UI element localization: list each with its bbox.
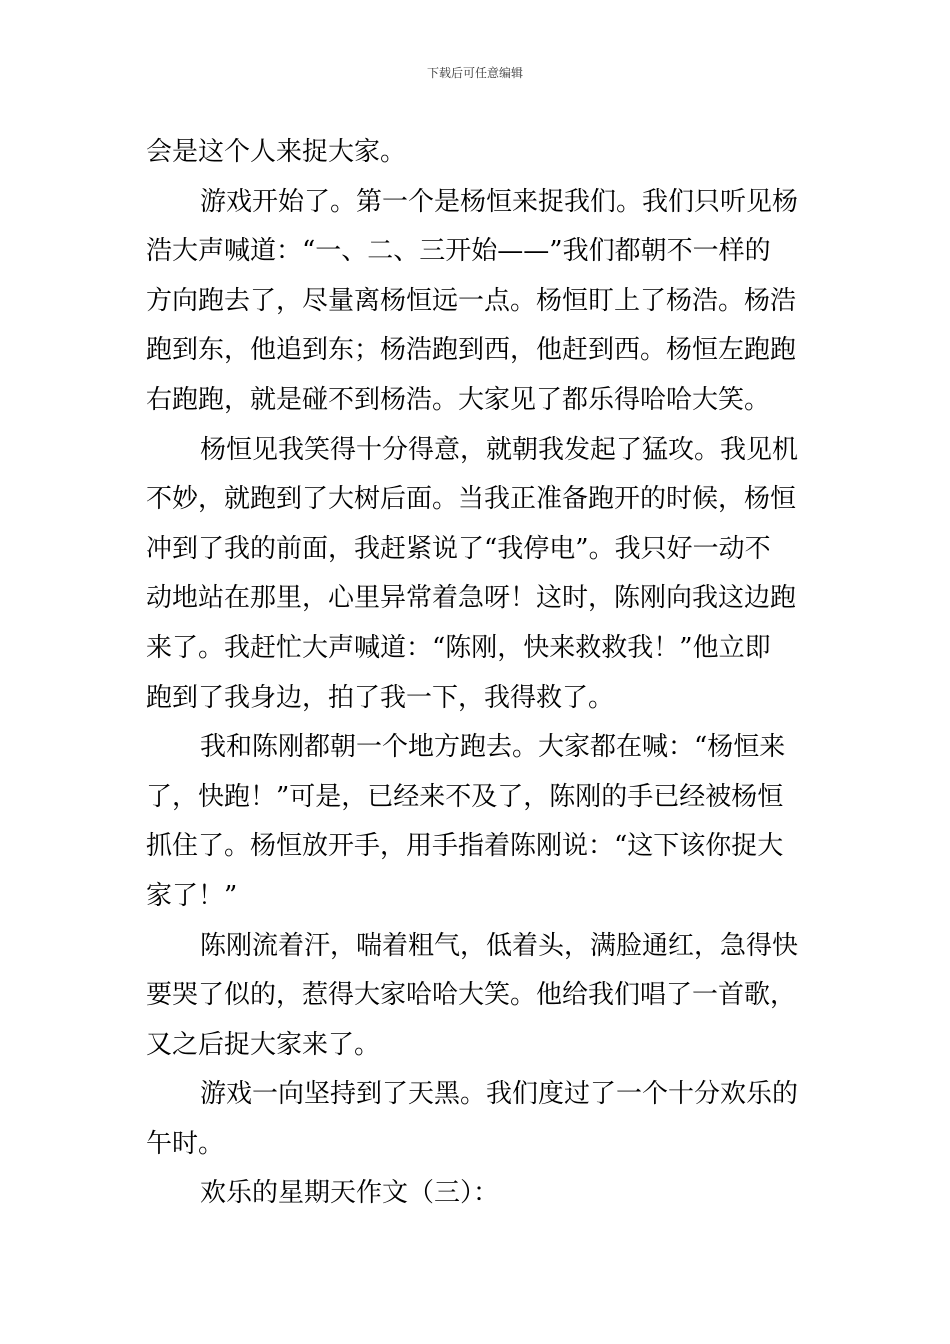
text-line: 了，快跑！”可是，已经来不及了，陈刚的手已经被杨恒 <box>146 781 784 812</box>
text-line: 欢乐的星期天作文（三）： <box>200 1178 500 1209</box>
section-heading <box>146 1169 810 1219</box>
paragraph <box>146 426 810 724</box>
text-line: 会是这个人来捉大家。 <box>146 137 407 167</box>
text-line: 又之后捉大家来了。 <box>146 1029 381 1060</box>
paragraph <box>146 1070 810 1169</box>
document-body <box>146 128 810 1219</box>
page-header: 下载后可任意编辑 <box>426 66 523 80</box>
text-line: 家了！” <box>146 880 238 911</box>
text-line: 跑到了我身边，拍了我一下，我得救了。 <box>146 682 615 713</box>
text-line: 我和陈刚都朝一个地方跑去。大家都在喊：“杨恒来 <box>200 732 786 763</box>
text-line: 要哭了似的，惹得大家哈哈大笑。他给我们唱了一首歌， <box>146 980 797 1011</box>
text-line: 冲到了我的前面，我赶紧说了“我停电”。我只好一动不 <box>146 533 771 564</box>
paragraph <box>146 922 810 1071</box>
text-line: 动地站在那里，心里异常着急呀！这时，陈刚向我这边跑 <box>146 583 797 614</box>
text-line: 右跑跑，就是碰不到杨浩。大家见了都乐得哈哈大笑。 <box>146 384 771 415</box>
text-line: 游戏开始了。第一个是杨恒来捉我们。我们只听见杨 <box>200 186 799 217</box>
paragraph <box>146 178 810 426</box>
text-line: 来了。我赶忙大声喊道：“陈刚，快来救救我！”他立即 <box>146 632 771 663</box>
text-line: 杨恒见我笑得十分得意，就朝我发起了猛攻。我见机 <box>200 434 799 465</box>
paragraph <box>146 128 810 178</box>
paragraph <box>146 723 810 921</box>
text-line: 浩大声喊道：“一、二、三开始——”我们都朝不一样的 <box>146 236 771 267</box>
text-line: 陈刚流着汗，喘着粗气，低着头，满脸通红，急得快 <box>200 930 799 961</box>
text-line: 游戏一向坚持到了天黑。我们度过了一个十分欢乐的 <box>200 1079 799 1110</box>
text-line: 跑到东，他追到东；杨浩跑到西，他赶到西。杨恒左跑跑 <box>146 335 797 366</box>
text-line: 午时。 <box>146 1128 225 1159</box>
text-line: 方向跑去了，尽量离杨恒远一点。杨恒盯上了杨浩。杨浩 <box>146 285 797 316</box>
text-line: 抓住了。杨恒放开手，用手指着陈刚说：“这下该你捉大 <box>146 831 784 862</box>
text-line: 不妙，就跑到了大树后面。当我正准备跑开的时候，杨恒 <box>146 484 797 515</box>
